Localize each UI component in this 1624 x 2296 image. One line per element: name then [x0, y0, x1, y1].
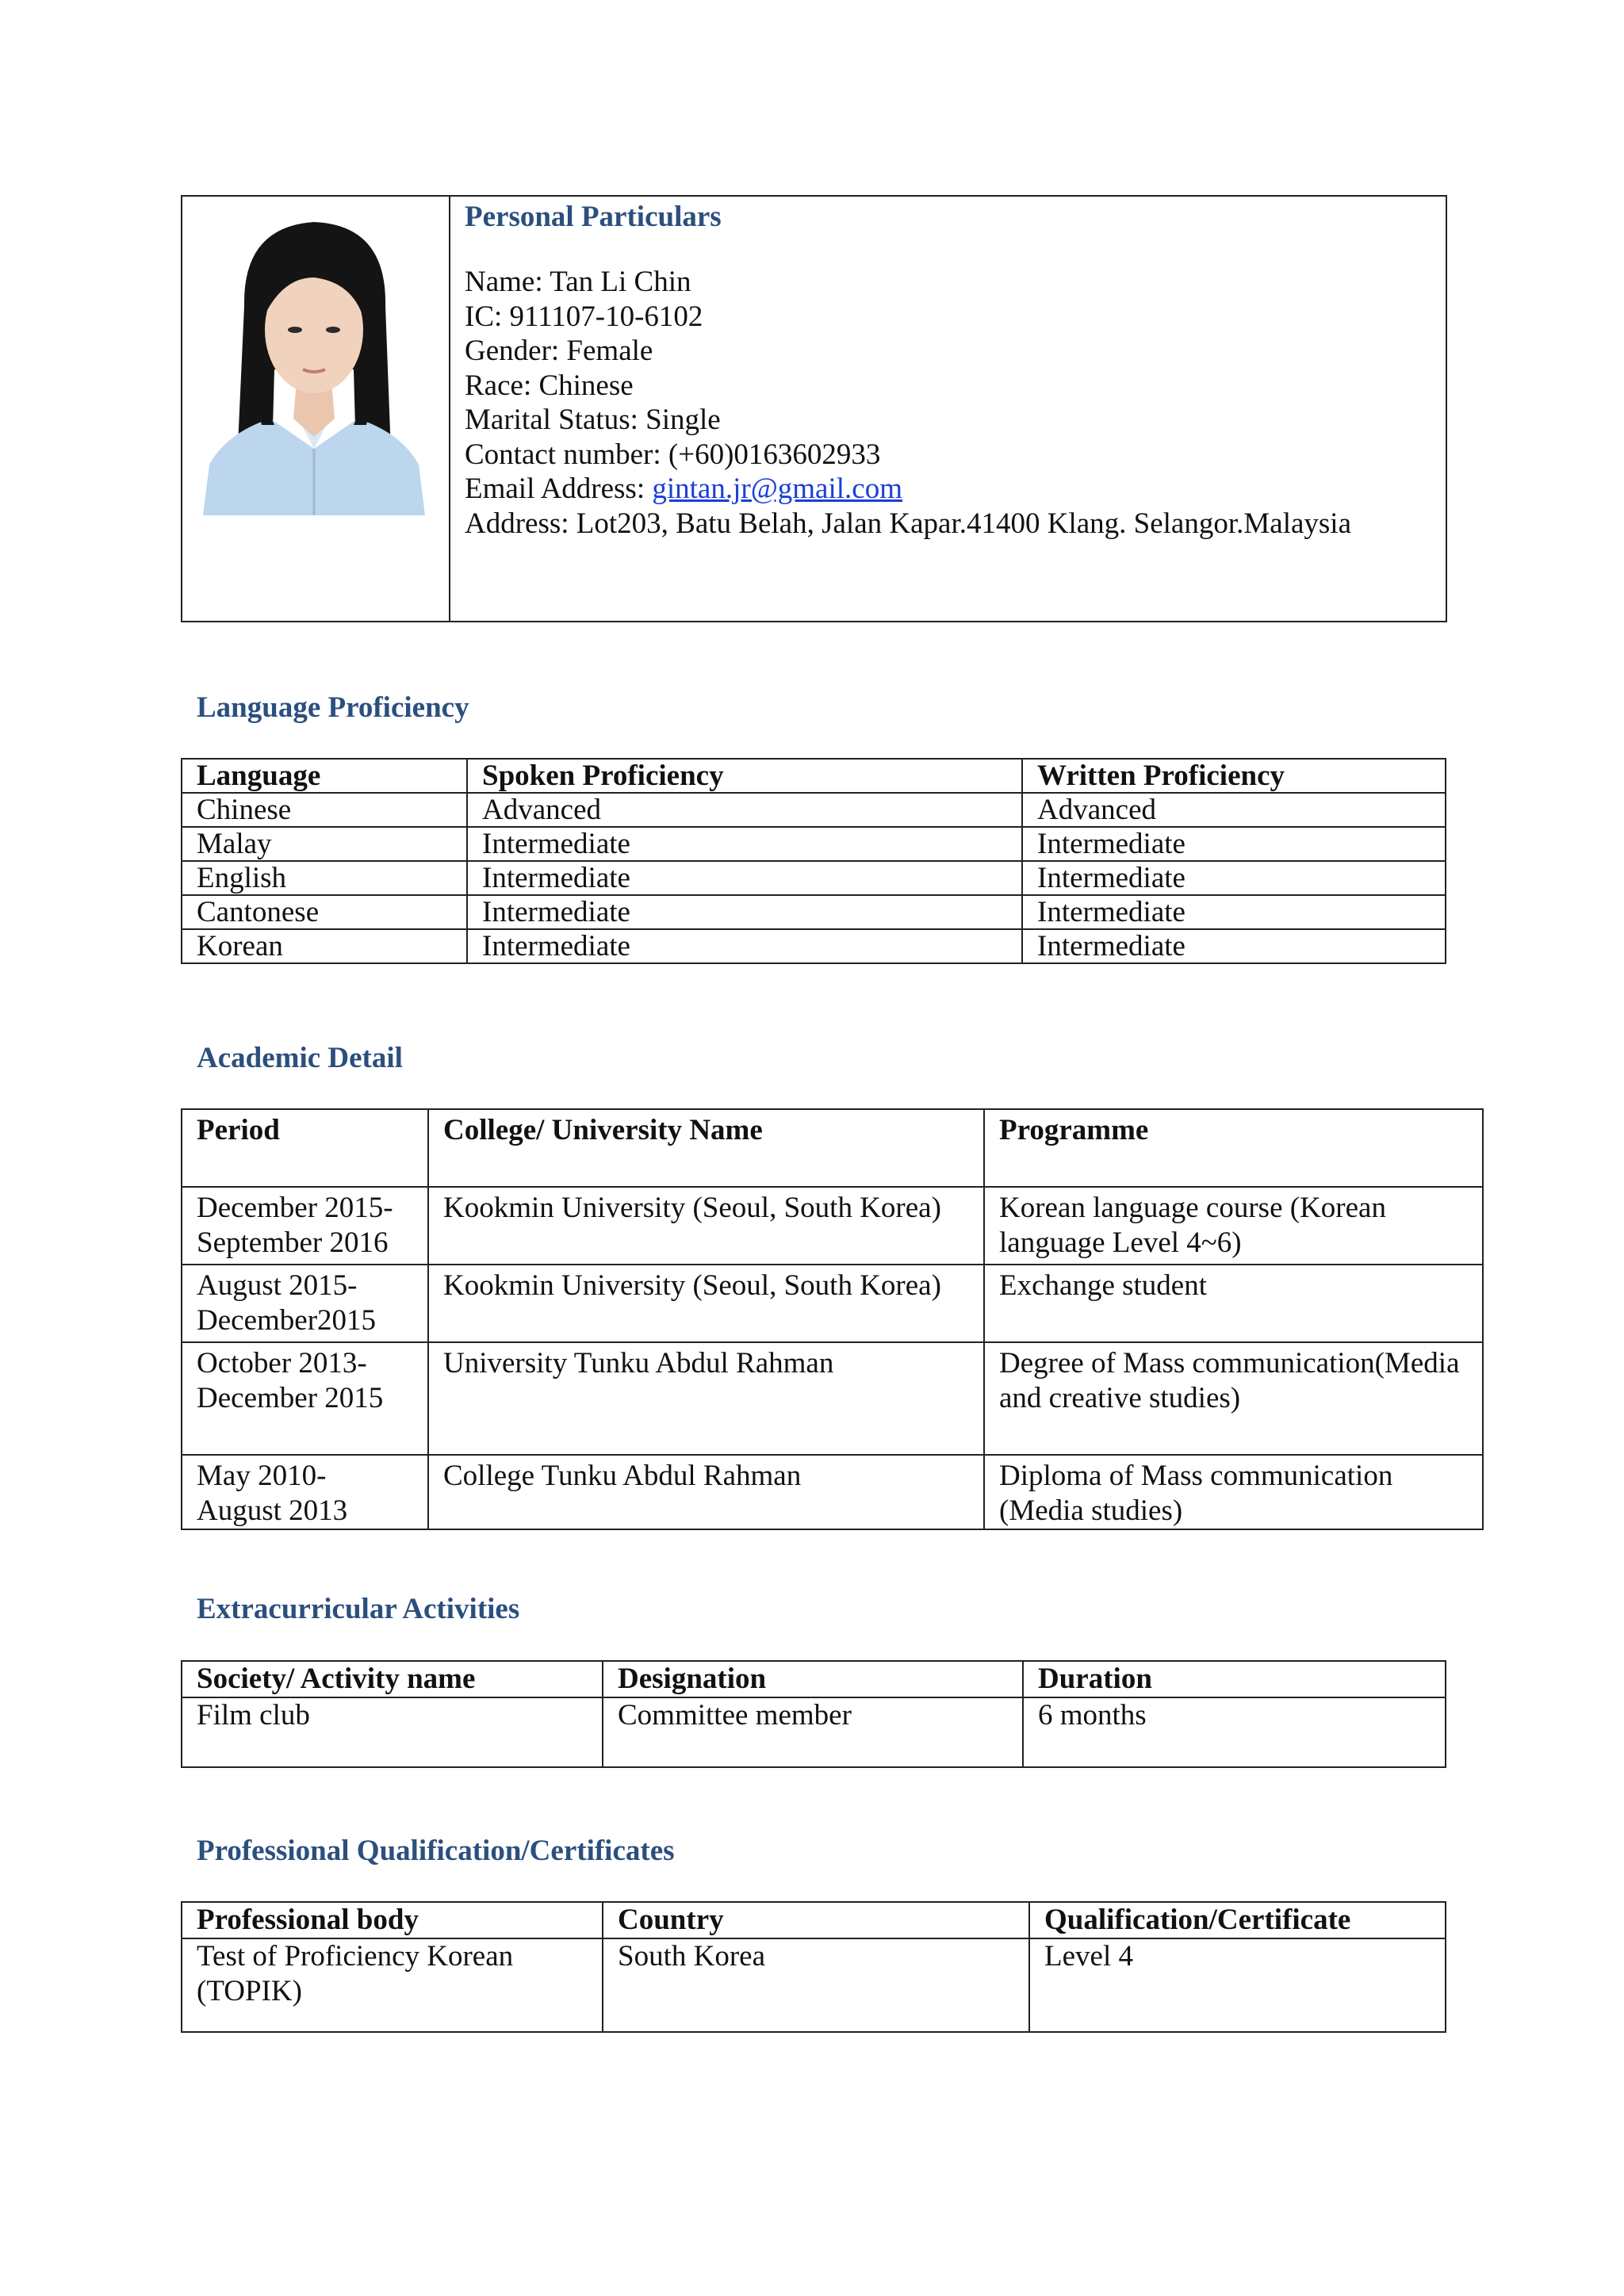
race-line: Race: Chinese [465, 369, 634, 402]
personal-details [465, 265, 1351, 541]
email-line [465, 472, 1351, 507]
table-cell: Committee member [603, 1697, 1023, 1767]
table-cell: Korean language course (Korean language Level 4~6) [984, 1187, 1483, 1265]
language-table [181, 758, 1446, 964]
table-header-row [182, 1902, 1446, 1938]
table-header-row [182, 1661, 1446, 1697]
email-link[interactable]: gintan.jr@gmail.com [652, 473, 902, 505]
table-row [182, 1697, 1446, 1767]
table-cell: Cantonese [182, 895, 467, 929]
header-written: Written Proficiency [1022, 759, 1446, 793]
marital-status-line: Marital Status: Single [465, 404, 721, 436]
header-spoken: Spoken Proficiency [467, 759, 1022, 793]
header-activity: Society/ Activity name [182, 1661, 603, 1697]
table-cell: August 2015- December2015 [182, 1265, 428, 1342]
table-cell: Intermediate [467, 827, 1022, 861]
table-cell: College Tunku Abdul Rahman [428, 1455, 984, 1529]
table-row [182, 1938, 1446, 2032]
table-row [182, 861, 1446, 895]
table-cell: South Korea [603, 1938, 1029, 2032]
table-cell: Film club [182, 1697, 603, 1767]
header-designation: Designation [603, 1661, 1023, 1697]
header-qualification: Qualification/Certificate [1029, 1902, 1446, 1938]
table-cell: Diploma of Mass communication (Media studies) [984, 1455, 1483, 1529]
table-row [182, 1342, 1483, 1455]
table-cell: Advanced [467, 793, 1022, 827]
table-row [182, 827, 1446, 861]
header-professional-body: Professional body [182, 1902, 603, 1938]
table-row [182, 1455, 1483, 1529]
table-row [182, 1265, 1483, 1342]
table-row [182, 929, 1446, 963]
professional-title: Professional Qualification/Certificates [197, 1835, 675, 1867]
language-proficiency-title: Language Proficiency [197, 691, 469, 724]
address-line: Address: Lot203, Batu Belah, Jalan Kapar.41400 Klang. Selangor.Malaysia [465, 507, 1352, 540]
table-cell: Test of Proficiency Korean (TOPIK) [182, 1938, 603, 2032]
table-cell: 6 months [1023, 1697, 1446, 1767]
table-cell: Advanced [1022, 793, 1446, 827]
table-cell: University Tunku Abdul Rahman [428, 1342, 984, 1455]
professional-table [181, 1901, 1446, 2033]
table-cell: Level 4 [1029, 1938, 1446, 2032]
header-programme: Programme [984, 1109, 1483, 1187]
table-cell: Chinese [182, 793, 467, 827]
header-period: Period [182, 1109, 428, 1187]
contact-number-line: Contact number: (+60)0163602933 [465, 438, 881, 471]
table-cell: Degree of Mass communication(Media and creative studies) [984, 1342, 1483, 1455]
header-country: Country [603, 1902, 1029, 1938]
table-cell: Intermediate [1022, 929, 1446, 963]
extracurricular-table [181, 1660, 1446, 1768]
header-college: College/ University Name [428, 1109, 984, 1187]
academic-table [181, 1108, 1484, 1530]
table-cell: Exchange student [984, 1265, 1483, 1342]
table-cell: Intermediate [467, 861, 1022, 895]
table-cell: Intermediate [467, 929, 1022, 963]
email-label: Email Address: [465, 473, 653, 505]
header-duration: Duration [1023, 1661, 1446, 1697]
portrait-photo [195, 211, 433, 515]
portrait-photo-svg [195, 211, 433, 515]
table-cell: Korean [182, 929, 467, 963]
table-cell: Kookmin University (Seoul, South Korea) [428, 1187, 984, 1265]
gender-line: Gender: Female [465, 335, 653, 367]
name-line: Name: Tan Li Chin [465, 266, 691, 298]
academic-detail-title: Academic Detail [197, 1042, 403, 1074]
personal-particulars-title: Personal Particulars [465, 201, 722, 233]
table-cell: Intermediate [1022, 895, 1446, 929]
table-header-row [182, 1109, 1483, 1187]
table-cell: Intermediate [1022, 861, 1446, 895]
table-row [182, 1187, 1483, 1265]
table-header-row [182, 759, 1446, 793]
table-cell: December 2015- September 2016 [182, 1187, 428, 1265]
table-cell: Intermediate [467, 895, 1022, 929]
extracurricular-title: Extracurricular Activities [197, 1593, 520, 1625]
table-row [182, 895, 1446, 929]
table-cell: Intermediate [1022, 827, 1446, 861]
table-cell: Malay [182, 827, 467, 861]
photo-divider [449, 197, 450, 621]
table-cell: English [182, 861, 467, 895]
table-cell: Kookmin University (Seoul, South Korea) [428, 1265, 984, 1342]
table-cell: May 2010- August 2013 [182, 1455, 428, 1529]
header-language: Language [182, 759, 467, 793]
table-row [182, 793, 1446, 827]
ic-line: IC: 911107-10-6102 [465, 300, 703, 333]
table-cell: October 2013- December 2015 [182, 1342, 428, 1455]
